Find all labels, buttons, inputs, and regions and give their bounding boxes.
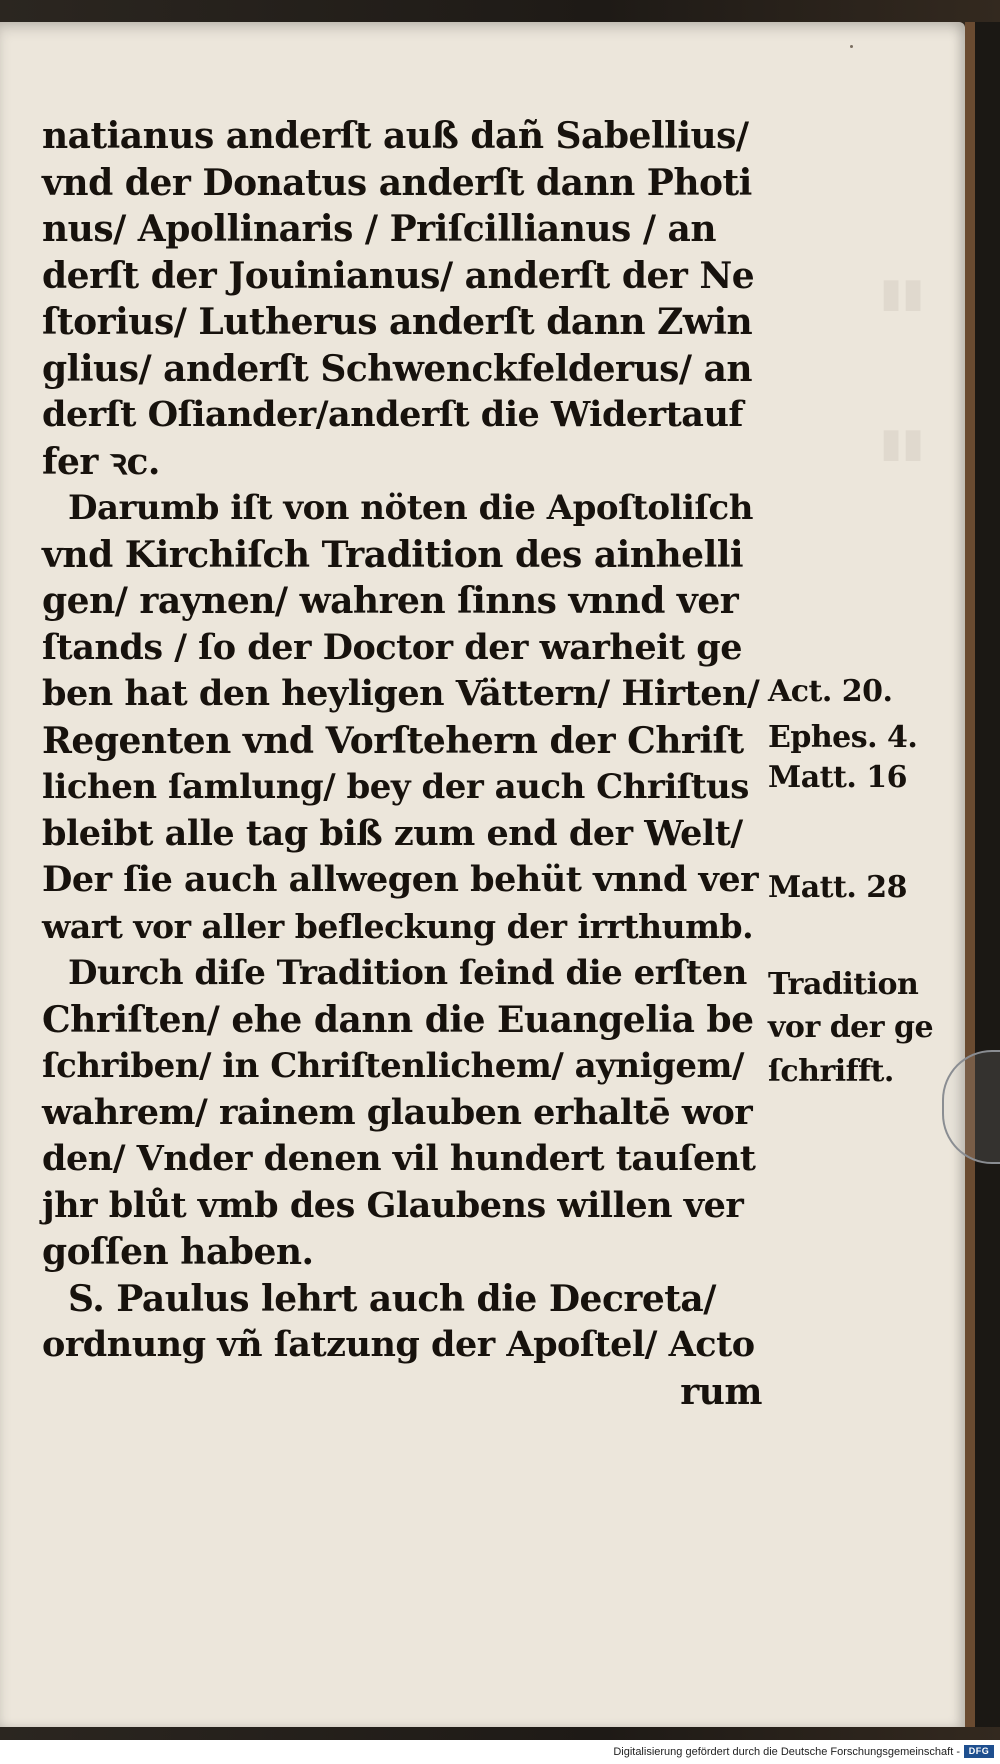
text-line: gen/ raynen/ wahren ſinns vnnd ver bbox=[42, 580, 739, 622]
text-line: nus/ Apollinaris / Priſcillianus / an bbox=[42, 208, 717, 250]
margin-note: Ephes. 4. bbox=[768, 720, 918, 755]
text-line: Der ſie auch allwegen behüt vnnd ver bbox=[42, 859, 759, 900]
text-line: Regenten vnd Vorſtehern der Chriſt bbox=[42, 719, 744, 762]
margin-note: Tradition bbox=[768, 967, 919, 1002]
text-line: jhr blůt vmb des Glaubens willen ver bbox=[42, 1184, 744, 1226]
main-text-block bbox=[42, 113, 762, 1415]
text-line: vnd Kirchiſch Tradition des ainhelli bbox=[42, 533, 744, 576]
text-line: ſchriben/ in Chriſtenlichem/ aynigem/ bbox=[42, 1046, 744, 1086]
text-line: ben hat den heyligen Vättern/ Hirten/ bbox=[42, 673, 760, 714]
text-line: ſtands / ſo der Doctor der warheit ge bbox=[42, 626, 742, 668]
text-line: Darumb iſt von nöten die Apoſtoliſch bbox=[68, 488, 753, 528]
bleed-through-decoration: ▮▮ bbox=[880, 420, 925, 466]
text-line: Durch diſe Tradition ſeind die erſten bbox=[68, 953, 747, 993]
text-line: den/ Vnder denen vil hundert tauſent bbox=[42, 1138, 756, 1179]
footer-bar bbox=[0, 1740, 1000, 1764]
text-line: natianus anderſt auß dañ Sabellius/ bbox=[42, 115, 749, 157]
text-line: wahrem/ rainem glauben erhaltē wor bbox=[42, 1091, 753, 1133]
text-line: ordnung vñ ſatzung der Apoſtel/ Acto bbox=[42, 1324, 755, 1365]
page-edge bbox=[965, 22, 975, 1727]
text-line: glius/ anderſt Schwenckfelderus/ an bbox=[42, 347, 753, 390]
text-line: wart vor aller befleckung der irrthumb. bbox=[42, 906, 754, 946]
text-line: vnd der Donatus anderſt dann Photi bbox=[42, 161, 752, 204]
text-line: Chriſten/ ehe dann die Euangelia be bbox=[42, 998, 754, 1041]
margin-note: vor der ge bbox=[768, 1010, 934, 1045]
text-line: fer ꝛc. bbox=[42, 440, 160, 483]
bleed-through-decoration: ▮▮ bbox=[880, 270, 925, 316]
text-line: derſt der Jouinianus/ anderſt der Ne bbox=[42, 254, 755, 297]
text-line: goſſen haben. bbox=[42, 1231, 314, 1273]
text-line: lichen ſamlung/ bey der auch Chriſtus bbox=[42, 767, 749, 807]
text-line: ſtorius/ Lutherus anderſt dann Zwin bbox=[42, 301, 753, 343]
margin-note: Matt. 28 bbox=[768, 870, 907, 905]
page-speck bbox=[850, 45, 853, 48]
dfg-logo: DFG bbox=[964, 1745, 994, 1758]
margin-note: Matt. 16 bbox=[768, 760, 907, 795]
funding-credit: Digitalisierung gefördert durch die Deutsche Forschungsgemeinschaft - bbox=[613, 1746, 960, 1758]
catchword: rum bbox=[680, 1370, 762, 1413]
text-line: derſt Oſiander/anderſt die Widertauf bbox=[42, 394, 743, 435]
book-cover-edge bbox=[975, 22, 1000, 1727]
text-line: S. Paulus lehrt auch die Decreta/ bbox=[68, 1277, 716, 1320]
margin-note: ſchrifft. bbox=[768, 1054, 894, 1089]
text-line: bleibt alle tag biß zum end der Welt/ bbox=[42, 812, 743, 854]
margin-note: Act. 20. bbox=[768, 674, 893, 709]
